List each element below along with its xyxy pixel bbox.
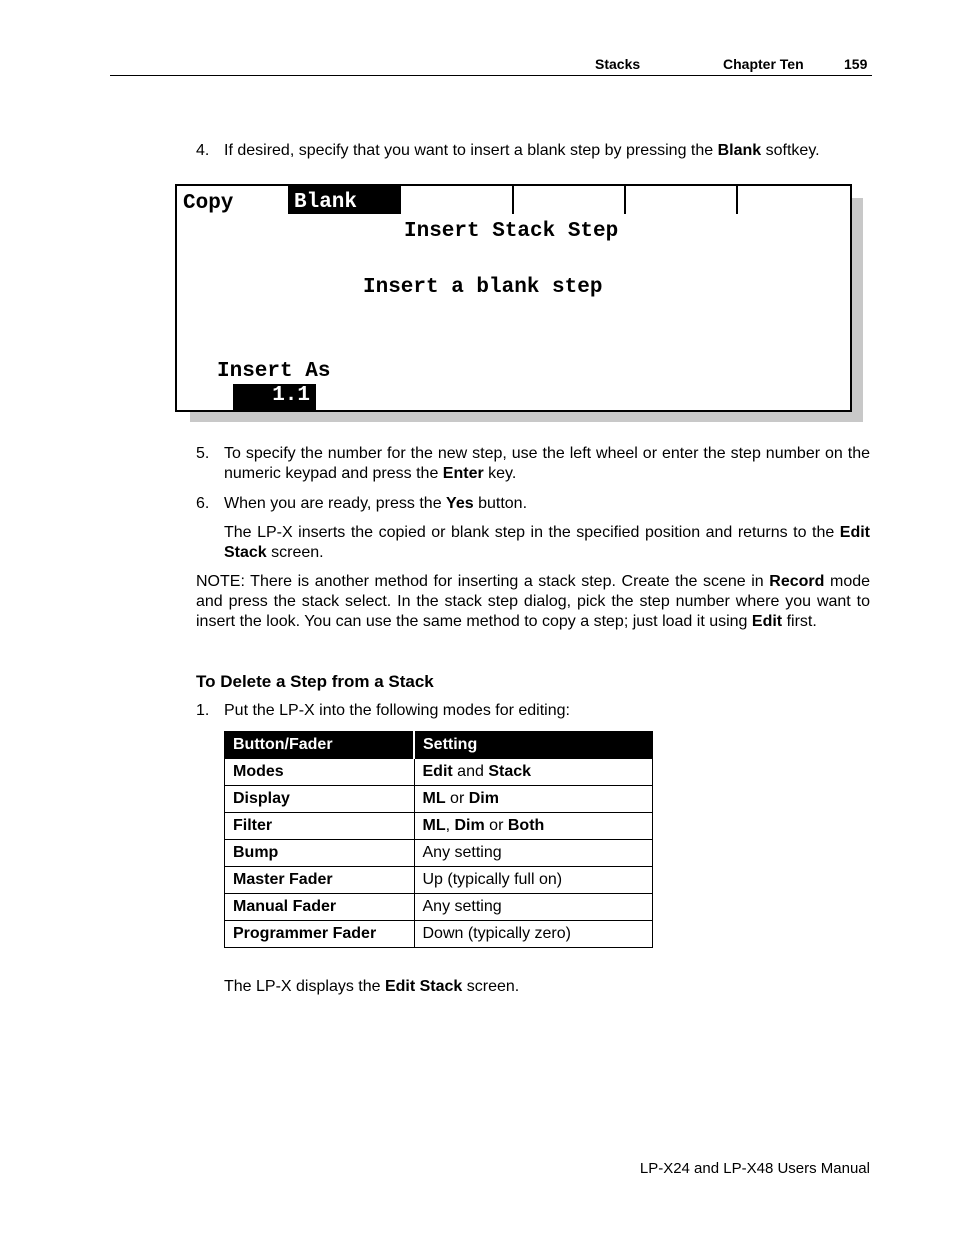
table-row — [225, 786, 653, 813]
screen-title: Insert Stack Step — [404, 220, 619, 243]
table-cell-name: Programmer Fader — [225, 921, 415, 948]
table-cell-name: Master Fader — [225, 867, 415, 894]
step-5 — [196, 444, 870, 484]
final-paragraph: The LP-X displays the Edit Stack screen. — [224, 978, 520, 995]
table-cell-name: Display — [225, 786, 415, 813]
table-cell-name: Filter — [225, 813, 415, 840]
step-text: To specify the number for the new step, use the left wheel or enter the step number on the numeric keypad and press the Enter key. — [224, 445, 870, 482]
softkey-divider — [512, 186, 514, 214]
table-row — [225, 867, 653, 894]
step-text: Put the LP-X into the following modes for editing: — [224, 702, 570, 719]
table-cell-setting: ML, Dim or Both — [414, 813, 653, 840]
column-header: Button/Fader — [225, 732, 415, 759]
header-chapter: Chapter Ten — [723, 56, 804, 72]
table-row — [225, 840, 653, 867]
softkey-copy[interactable]: Copy — [183, 192, 234, 215]
step-number: 1. — [196, 702, 210, 719]
insert-as-field[interactable]: 1.1 — [233, 384, 316, 410]
table-cell-setting: ML or Dim — [414, 786, 653, 813]
step-6-result: The LP-X inserts the copied or blank step in the specified position and returns to the Edit Stack screen. — [224, 524, 870, 561]
softkey-divider — [624, 186, 626, 214]
table-cell-setting: Down (typically zero) — [414, 921, 653, 948]
step-number: 4. — [196, 142, 210, 159]
step-number: 6. — [196, 495, 210, 512]
header-rule — [110, 75, 872, 76]
step-6 — [196, 494, 870, 514]
note-paragraph: NOTE: There is another method for inserting a stack step. Create the scene in Record mode and press the stack select. In the stack step dialog, pick the step number where you want to insert the look. You can use the same method to copy a step; just load it using Edit first. — [196, 573, 871, 630]
table-cell-setting: Up (typically full on) — [414, 867, 653, 894]
section-heading: To Delete a Step from a Stack — [196, 672, 434, 691]
table-cell-setting: Any setting — [414, 840, 653, 867]
step-text: If desired, specify that you want to insert a blank step by pressing the Blank softkey. — [224, 142, 820, 159]
table-row — [225, 759, 653, 786]
lcd-screen — [175, 184, 852, 412]
table-row — [225, 894, 653, 921]
table-cell-setting: Edit and Stack — [414, 759, 653, 786]
column-header: Setting — [414, 732, 653, 759]
footer-title: LP-X24 and LP-X48 Users Manual — [639, 1160, 870, 1177]
table-cell-setting: Any setting — [414, 894, 653, 921]
table-cell-name: Bump — [225, 840, 415, 867]
modes-table — [224, 731, 653, 948]
table-row — [225, 921, 653, 948]
table-cell-name: Manual Fader — [225, 894, 415, 921]
softkey-blank[interactable]: Blank — [288, 186, 401, 214]
softkey-blank-bg — [400, 186, 512, 214]
softkey-divider — [736, 186, 738, 214]
table-row — [225, 813, 653, 840]
step-number: 5. — [196, 445, 210, 462]
table-cell-name: Modes — [225, 759, 415, 786]
screen-message: Insert a blank step — [363, 276, 603, 299]
page-number: 159 — [844, 56, 868, 72]
header-section: Stacks — [595, 56, 641, 72]
table-header-row — [225, 732, 653, 759]
insert-as-label: Insert As — [217, 360, 331, 383]
step-text: When you are ready, press the Yes button. — [224, 495, 528, 512]
